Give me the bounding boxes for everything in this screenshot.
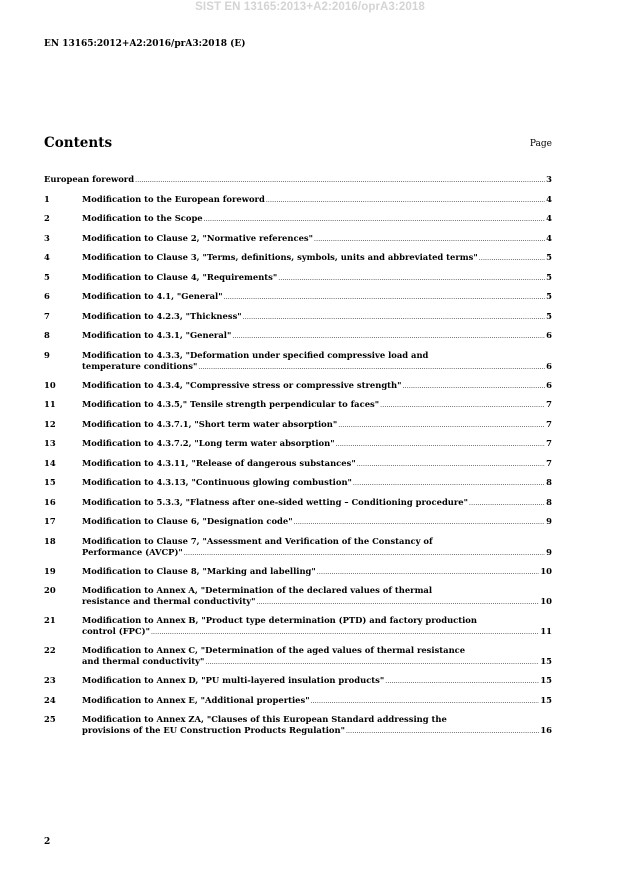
- toc-leader-dots: [353, 478, 545, 489]
- toc-entry[interactable]: [44, 477, 552, 497]
- toc-entry-page: 5: [546, 271, 552, 282]
- toc-entry-title: Modification to 4.3.13, "Continuous glowing combustion": [82, 477, 352, 487]
- toc-leader-dots: [243, 312, 546, 323]
- toc-entry-page: 7: [546, 438, 552, 448]
- toc-entry-page: 4: [546, 193, 552, 204]
- toc-leader-dots: [380, 400, 545, 411]
- toc-entry-number: 11: [44, 399, 56, 409]
- toc-entry[interactable]: [44, 213, 552, 233]
- toc-entry-number: 23: [44, 675, 56, 685]
- toc-entry-body: [82, 566, 552, 578]
- toc-entry-number: 4: [44, 252, 50, 262]
- toc-leader-dots: [357, 459, 545, 470]
- toc-entry-body: [82, 272, 552, 284]
- toc-leader-dots: [311, 696, 540, 707]
- toc-entry-title: Modification to 4.3.4, "Compressive stress or compressive strength": [82, 379, 402, 390]
- toc-entry-body: [82, 675, 552, 687]
- toc-entry-body: [82, 714, 552, 737]
- toc-entry-number: 13: [44, 438, 56, 448]
- toc-leader-dots: [314, 234, 545, 245]
- toc-entry[interactable]: [44, 330, 552, 350]
- toc-entry-body: [82, 695, 552, 707]
- toc-entry-number: 8: [44, 330, 50, 340]
- toc-entry-number: 19: [44, 565, 56, 576]
- toc-entry[interactable]: [44, 272, 552, 292]
- toc-entry[interactable]: [44, 252, 552, 272]
- toc-entry-body: [82, 291, 552, 303]
- toc-entry-number: 12: [44, 418, 56, 429]
- toc-entry[interactable]: [44, 516, 552, 536]
- toc-entry-page: 9: [546, 546, 552, 557]
- toc-entry-title: Modification to Annex E, "Additional properties": [82, 694, 310, 705]
- toc-entry-title: Modification to Clause 4, "Requirements": [82, 271, 278, 282]
- toc-entry-title: Modification to 4.3.7.1, "Short term water absorption": [82, 418, 338, 429]
- toc-entry-title: resistance and thermal conductivity": [82, 596, 256, 606]
- toc-foreword[interactable]: [44, 174, 552, 194]
- toc-entry-number: 14: [44, 457, 56, 468]
- toc-entry-body: [82, 516, 552, 528]
- toc-entry[interactable]: [44, 311, 552, 331]
- toc-entry-body: [82, 311, 552, 323]
- toc-entry-body: [82, 497, 552, 509]
- toc-entry[interactable]: [44, 194, 552, 214]
- toc-entry-page: 11: [540, 626, 552, 636]
- toc-entry-title: European foreword: [44, 174, 135, 184]
- toc-entry[interactable]: [44, 585, 552, 615]
- toc-leader-dots: [385, 676, 539, 687]
- toc-entry-title: provisions of the EU Construction Products Regulation": [82, 725, 345, 735]
- toc-entry-title-line: Modification to Annex A, "Determination of the declared values of thermal: [82, 585, 433, 595]
- toc-entry-number: 10: [44, 379, 56, 390]
- toc-entry-page: 7: [546, 399, 552, 409]
- toc-entry[interactable]: [44, 675, 552, 695]
- toc-entry-number: 15: [44, 477, 56, 487]
- toc-entry[interactable]: [44, 695, 552, 715]
- page-number: 2: [44, 837, 51, 847]
- toc-entry-title: Modification to Clause 6, "Designation code": [82, 516, 293, 526]
- toc-entry-page: 5: [546, 310, 552, 321]
- toc-entry-body: [82, 536, 552, 559]
- toc-entry-title: control (FPC)": [82, 626, 150, 636]
- toc-entry-title: Modification to 4.3.7.2, "Long term water absorption": [82, 438, 335, 448]
- toc-entry[interactable]: [44, 714, 552, 744]
- toc-entry-page: 6: [546, 379, 552, 390]
- toc-entry[interactable]: [44, 566, 552, 586]
- toc-entry-body: [82, 477, 552, 489]
- toc-entry[interactable]: [44, 291, 552, 311]
- toc-entry[interactable]: [44, 645, 552, 675]
- toc-entry-page: 6: [546, 360, 552, 371]
- toc-entry[interactable]: [44, 350, 552, 380]
- toc-entry-number: 5: [44, 271, 50, 282]
- toc-entry-page: 4: [546, 213, 552, 223]
- toc-entry-title: Modification to 4.3.1, "General": [82, 330, 232, 340]
- toc-leader-dots: [198, 362, 545, 373]
- toc-entry-body: [82, 438, 552, 450]
- toc-leader-dots: [224, 292, 546, 303]
- toc-entry-body: [82, 233, 552, 245]
- toc-entry-number: 24: [44, 694, 56, 705]
- toc-leader-dots: [479, 253, 545, 264]
- toc-entry-number: 3: [44, 232, 50, 243]
- toc-entry[interactable]: [44, 399, 552, 419]
- toc-entry-page: 5: [546, 252, 552, 262]
- toc-entry-number: 18: [44, 535, 56, 546]
- toc-entry[interactable]: [44, 458, 552, 478]
- toc-entry-title: Modification to Annex D, "PU multi-layered insulation products": [82, 675, 385, 685]
- toc-entry[interactable]: [44, 536, 552, 566]
- toc-entry-page: 4: [546, 232, 552, 243]
- toc-leader-dots: [336, 439, 546, 450]
- toc-entry[interactable]: [44, 419, 552, 439]
- toc-entry-title: and thermal conductivity": [82, 656, 205, 666]
- toc-leader-dots: [294, 517, 546, 528]
- toc-entry-page: 7: [546, 418, 552, 429]
- toc-leader-dots: [338, 420, 545, 431]
- toc-entry[interactable]: [44, 615, 552, 645]
- toc-entry-page: 10: [540, 565, 552, 576]
- toc-entry-page: 6: [546, 330, 552, 340]
- toc-entry-title-line: Modification to 4.3.3, "Deformation under specified compressive load and: [82, 349, 429, 360]
- toc-entry-title: Modification to the European foreword: [82, 193, 265, 204]
- toc-entry-title-line: Modification to Annex ZA, "Clauses of this European Standard addressing the: [82, 714, 447, 724]
- toc-entry-page: 16: [540, 725, 552, 735]
- toc-entry-number: 25: [44, 714, 56, 724]
- toc-entry-title: Modification to 4.1, "General": [82, 291, 223, 301]
- page-column-label: Page: [529, 139, 552, 149]
- toc-entry-number: 20: [44, 585, 56, 595]
- toc-entry-page: 8: [546, 496, 552, 507]
- toc-entry-title-line: Modification to Annex C, "Determination of the aged values of thermal resistance: [82, 645, 466, 655]
- toc-entry-page: 10: [540, 596, 552, 606]
- toc-entry-title: Modification to Clause 3, "Terms, definitions, symbols, units and abbreviated terms": [82, 252, 478, 262]
- toc-leader-dots: [403, 381, 546, 392]
- toc-leader-dots: [135, 175, 545, 186]
- toc-leader-dots: [317, 567, 540, 578]
- toc-entry-title: Modification to 5.3.3, "Flatness after one-sided wetting – Conditioning procedure": [82, 496, 468, 507]
- toc-entry[interactable]: [44, 233, 552, 253]
- toc-entry-number: 7: [44, 310, 50, 321]
- toc-entry-title-line: Modification to Clause 7, "Assessment and Verification of the Constancy of: [82, 535, 433, 546]
- toc-entry-body: [82, 330, 552, 342]
- toc-entry-body: [82, 350, 552, 373]
- toc-entry-number: 17: [44, 516, 56, 526]
- toc-entry-body: [82, 194, 552, 206]
- toc-entry[interactable]: [44, 438, 552, 458]
- toc-leader-dots: [204, 214, 546, 225]
- toc-leader-dots: [278, 273, 545, 284]
- toc-entry-page: 8: [546, 477, 552, 487]
- toc-entry-number: 22: [44, 645, 56, 655]
- toc-entry-body: [82, 615, 552, 638]
- toc-entry[interactable]: [44, 497, 552, 517]
- toc-entry-title: Modification to Clause 2, "Normative references": [82, 232, 313, 243]
- toc-entry-title: Modification to the Scope: [82, 213, 203, 223]
- document-identifier: EN 13165:2012+A2:2016/prA3:2018 (E): [44, 39, 246, 49]
- watermark: SIST EN 13165:2013+A2:2016/oprA3:2018: [195, 1, 425, 13]
- toc-entry[interactable]: [44, 380, 552, 400]
- contents-heading: Contents: [44, 135, 113, 151]
- toc-leader-dots: [266, 195, 545, 206]
- toc-entry-body: [82, 399, 552, 411]
- toc-entry-title: Modification to 4.3.5," Tensile strength perpendicular to faces": [82, 399, 380, 409]
- toc-leader-dots: [469, 498, 545, 509]
- toc-entry-title: Performance (AVCP)": [82, 546, 183, 557]
- toc-entry-body: [82, 458, 552, 470]
- toc-entry-number: 21: [44, 615, 56, 625]
- toc-entry-number: 16: [44, 496, 56, 507]
- toc-entry-title: Modification to 4.3.11, "Release of dangerous substances": [82, 457, 356, 468]
- toc-entry-number: 2: [44, 213, 50, 223]
- toc-entry-body: [82, 645, 552, 668]
- toc-entry-page: 15: [540, 675, 552, 685]
- toc-entry-body: [82, 380, 552, 392]
- toc-leader-dots: [151, 627, 539, 638]
- toc-entry-body: [82, 585, 552, 608]
- toc-entry-body: [82, 419, 552, 431]
- toc-entry-body: [82, 213, 552, 225]
- toc-entry-title: Modification to 4.2.3, "Thickness": [82, 310, 242, 321]
- toc-entry-title: Modification to Clause 8, "Marking and labelling": [82, 565, 316, 576]
- toc-leader-dots: [346, 726, 539, 737]
- toc-entry-number: 6: [44, 291, 50, 301]
- toc-leader-dots: [256, 597, 539, 608]
- toc-leader-dots: [232, 331, 545, 342]
- table-of-contents: [44, 174, 552, 744]
- toc-entry-number: 9: [44, 349, 50, 360]
- toc-leader-dots: [184, 548, 545, 559]
- toc-entry-page: 7: [546, 457, 552, 468]
- toc-entry-page: 15: [540, 694, 552, 705]
- toc-entry-title-line: Modification to Annex B, "Product type determination (PTD) and factory production: [82, 615, 477, 625]
- toc-entry-body: [82, 252, 552, 264]
- toc-entry-number: 1: [44, 193, 50, 204]
- toc-entry-page: 9: [546, 516, 552, 526]
- toc-entry-page: 15: [540, 656, 552, 666]
- toc-entry-title: temperature conditions": [82, 360, 198, 371]
- toc-leader-dots: [205, 657, 539, 668]
- toc-entry-page: 3: [546, 174, 552, 184]
- toc-entry-page: 5: [546, 291, 552, 301]
